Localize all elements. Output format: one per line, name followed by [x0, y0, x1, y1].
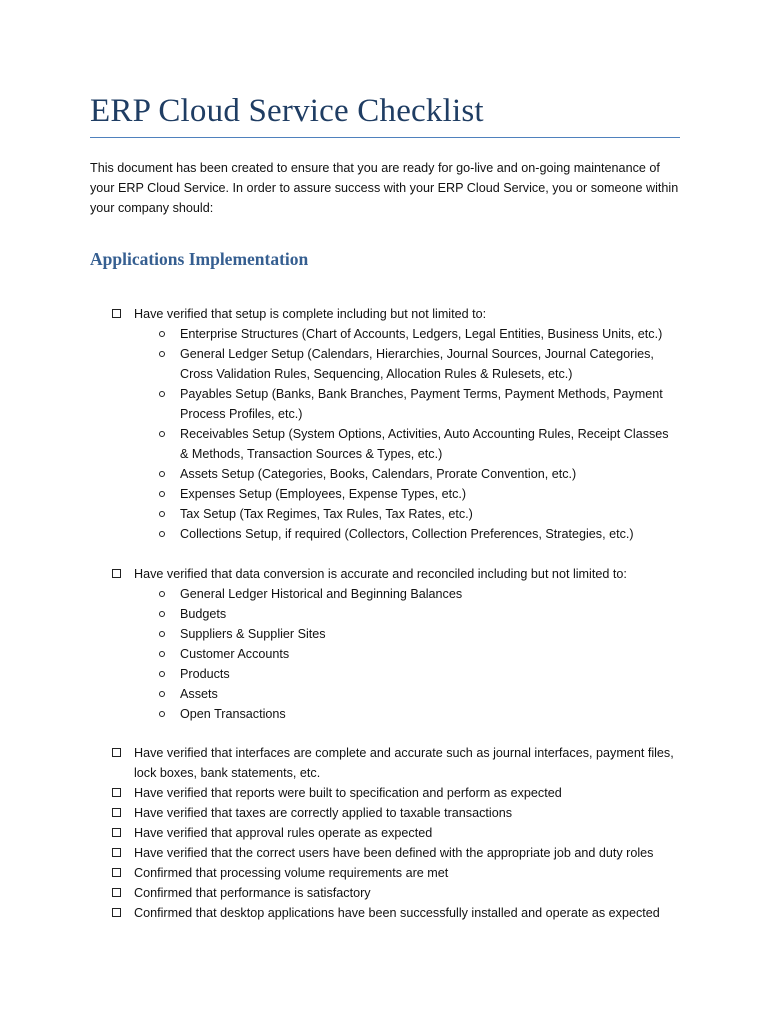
sub-list-item [112, 344, 680, 384]
sub-list-item-text: Budgets [180, 607, 227, 621]
sub-list-item-text: Tax Setup (Tax Regimes, Tax Rules, Tax Rates, etc.) [180, 507, 473, 521]
checkbox-icon[interactable] [112, 808, 121, 817]
checkbox-icon[interactable] [112, 828, 121, 837]
checkbox-icon[interactable] [112, 748, 121, 757]
checkbox-icon[interactable] [112, 848, 121, 857]
sub-list-item [112, 384, 680, 424]
sub-list-item-text: Payables Setup (Banks, Bank Branches, Payment Terms, Payment Methods, Payment Process Profiles, etc.) [180, 387, 663, 421]
checkbox-icon[interactable] [112, 868, 121, 877]
checklist-item [112, 783, 680, 803]
sub-list-item [112, 644, 680, 664]
checklist-item-text: Confirmed that performance is satisfactory [134, 886, 371, 900]
circle-bullet-icon [159, 331, 165, 337]
circle-bullet-icon [159, 651, 165, 657]
circle-bullet-icon [159, 471, 165, 477]
circle-bullet-icon [159, 631, 165, 637]
circle-bullet-icon [159, 351, 165, 357]
checklist-item [112, 903, 680, 923]
title-divider [90, 137, 680, 138]
checklist-item [112, 304, 680, 544]
checklist-item-text: Have verified that setup is complete including but not limited to: [134, 307, 487, 321]
circle-bullet-icon [159, 611, 165, 617]
checklist-item [112, 883, 680, 903]
sub-list-item [112, 684, 680, 704]
document-title: ERP Cloud Service Checklist [90, 93, 484, 129]
intro-text: This document has been created to ensure that you are ready for go-live and on-going maintenance of your ERP Cloud Service. In order to assure success with your ERP Cloud Service, you or someone within your company should: [90, 161, 679, 215]
sub-list-item [112, 464, 680, 484]
sub-list-item-text: Receivables Setup (System Options, Activities, Auto Accounting Rules, Receipt Classes & Methods, Transaction Sources & Types, etc.) [180, 427, 669, 461]
sub-list-item [112, 324, 680, 344]
sub-list-item-text: Assets Setup (Categories, Books, Calendars, Prorate Convention, etc.) [180, 467, 577, 481]
sub-list-item-text: Expenses Setup (Employees, Expense Types, etc.) [180, 487, 467, 501]
checklist-item-text: Have verified that the correct users have been defined with the appropriate job and duty roles [134, 846, 654, 860]
checklist-item-text: Have verified that data conversion is accurate and reconciled including but not limited to: [134, 567, 627, 581]
sub-list-item-text: Suppliers & Supplier Sites [180, 627, 326, 641]
checklist-item [112, 743, 680, 783]
checkbox-icon[interactable] [112, 569, 121, 578]
checkbox-icon[interactable] [112, 309, 121, 318]
circle-bullet-icon [159, 391, 165, 397]
checkbox-icon[interactable] [112, 888, 121, 897]
sub-list-item [112, 504, 680, 524]
checklist-item [112, 823, 680, 843]
sub-list [112, 324, 680, 544]
sub-list-item-text: General Ledger Setup (Calendars, Hierarchies, Journal Sources, Journal Categories, Cross Validation Rules, Sequencing, Allocation Rules & Rulesets, etc.) [180, 347, 654, 381]
checklist-item [112, 843, 680, 863]
section-heading: Applications Implementation [90, 249, 309, 269]
intro-paragraph [90, 158, 680, 218]
checkbox-icon[interactable] [112, 788, 121, 797]
sub-list-item-text: Products [180, 667, 230, 681]
sub-list-item-text: General Ledger Historical and Beginning Balances [180, 587, 463, 601]
sub-list-item [112, 424, 680, 464]
sub-list-item [112, 624, 680, 644]
sub-list-item-text: Open Transactions [180, 707, 286, 721]
circle-bullet-icon [159, 591, 165, 597]
sub-list-item [112, 584, 680, 604]
checklist-item-text: Have verified that taxes are correctly applied to taxable transactions [134, 806, 513, 820]
checklist-item-text: Have verified that interfaces are complete and accurate such as journal interfaces, payment files, lock boxes, bank statements, etc. [134, 746, 674, 780]
circle-bullet-icon [159, 491, 165, 497]
checklist-item-text: Confirmed that desktop applications have been successfully installed and operate as expected [134, 906, 660, 920]
checklist-item-text: Have verified that approval rules operate as expected [134, 826, 433, 840]
sub-list-item-text: Collections Setup, if required (Collectors, Collection Preferences, Strategies, etc.) [180, 527, 634, 541]
circle-bullet-icon [159, 711, 165, 717]
sub-list-item-text: Enterprise Structures (Chart of Accounts, Ledgers, Legal Entities, Business Units, etc.) [180, 327, 663, 341]
sub-list-item-text: Assets [180, 687, 218, 701]
sub-list-item [112, 604, 680, 624]
checklist-item [112, 863, 680, 883]
sub-list-item [112, 484, 680, 504]
checkbox-icon[interactable] [112, 908, 121, 917]
checklist-item-text: Have verified that reports were built to specification and perform as expected [134, 786, 562, 800]
circle-bullet-icon [159, 431, 165, 437]
sub-list [112, 584, 680, 724]
circle-bullet-icon [159, 691, 165, 697]
checklist-item-text: Confirmed that processing volume requirements are met [134, 866, 449, 880]
circle-bullet-icon [159, 671, 165, 677]
sub-list-item [112, 524, 680, 544]
sub-list-item [112, 664, 680, 684]
checklist-item [112, 803, 680, 823]
sub-list-item-text: Customer Accounts [180, 647, 290, 661]
checklist-item [112, 564, 680, 724]
sub-list-item [112, 704, 680, 724]
circle-bullet-icon [159, 511, 165, 517]
circle-bullet-icon [159, 531, 165, 537]
